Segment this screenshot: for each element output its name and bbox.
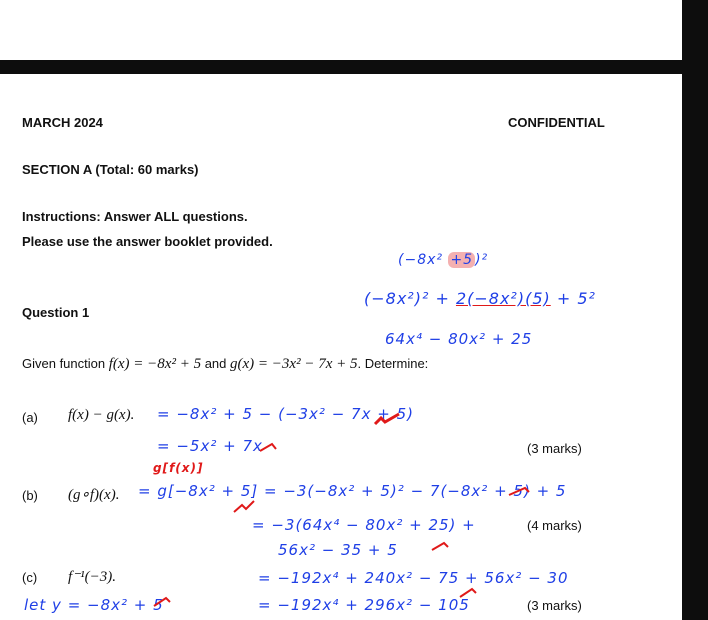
hw-c-line-1: let y = −8x² + 5 (24, 596, 164, 614)
check-mark-icon (232, 497, 258, 515)
stem-suffix: . Determine: (357, 356, 429, 371)
right-black-edge (682, 0, 708, 620)
section-title: SECTION A (Total: 60 marks) (22, 162, 199, 177)
check-mark-icon (152, 594, 176, 608)
part-c-marks: (3 marks) (527, 598, 582, 613)
instructions-line-1: Instructions: Answer ALL questions. (22, 209, 248, 224)
part-b-label: (b) (22, 488, 38, 503)
header-date: MARCH 2024 (22, 115, 103, 130)
hw-side-line-2c: + 5² (556, 289, 596, 308)
hw-b-line-2: = −3(64x⁴ − 80x² + 25) + (252, 516, 476, 534)
header-classification: CONFIDENTIAL (508, 115, 605, 130)
stem-prefix: Given function (22, 356, 106, 371)
hw-side-line-2b: 2(−8x²)(5) (455, 289, 551, 308)
part-b-expression: (g∘f)(x). (68, 487, 120, 503)
hw-side-line-2 (364, 289, 596, 308)
check-mark-icon (258, 440, 280, 454)
hw-b-line-5: = −192x⁴ + 296x² − 105 (258, 596, 470, 614)
hw-a-line-1: = −8x² + 5 − (−3x² − 7x + 5) (157, 405, 414, 423)
hw-side-line-1a: (−8x² (398, 252, 443, 268)
f-definition: f(x) = −8x² + 5 (108, 356, 202, 372)
check-mark-icon (430, 540, 452, 552)
hw-b-line-4: = −192x⁴ + 240x² − 75 + 56x² − 30 (258, 569, 569, 587)
hw-b-line-3: 56x² − 35 + 5 (278, 541, 398, 559)
hw-side-line-2a: (−8x²)² + (364, 289, 450, 308)
g-definition: g(x) = −3x² − 7x + 5 (230, 356, 358, 372)
check-mark-icon (373, 412, 403, 428)
question-stem (22, 356, 428, 373)
part-a-marks: (3 marks) (527, 441, 582, 456)
part-c-expression: f⁻¹(−3). (68, 569, 116, 585)
part-a-expression: f(x) − g(x). (68, 407, 135, 423)
hw-b-line-1: = g[−8x² + 5] = −3(−8x² + 5)² − 7(−8x² + 5) + 5 (138, 482, 567, 500)
part-b-marks: (4 marks) (527, 518, 582, 533)
question-label: Question 1 (22, 305, 90, 320)
hw-side-line-3: 64x⁴ − 80x² + 25 (385, 330, 533, 348)
hw-a-line-2: = −5x² + 7x (157, 437, 263, 455)
hw-b-note: g[f(x)] (153, 461, 204, 475)
hw-side-line-1b: +5 (450, 252, 474, 268)
hw-side-line-1c: )² (475, 252, 489, 268)
stem-connector: and (204, 356, 227, 371)
instructions-line-2: Please use the answer booklet provided. (22, 234, 273, 249)
part-c-label: (c) (22, 570, 38, 585)
top-black-band (0, 60, 708, 74)
check-mark-icon (507, 484, 533, 498)
hw-side-line-1 (398, 252, 488, 268)
check-mark-icon (458, 585, 480, 599)
part-a-label: (a) (22, 410, 38, 425)
